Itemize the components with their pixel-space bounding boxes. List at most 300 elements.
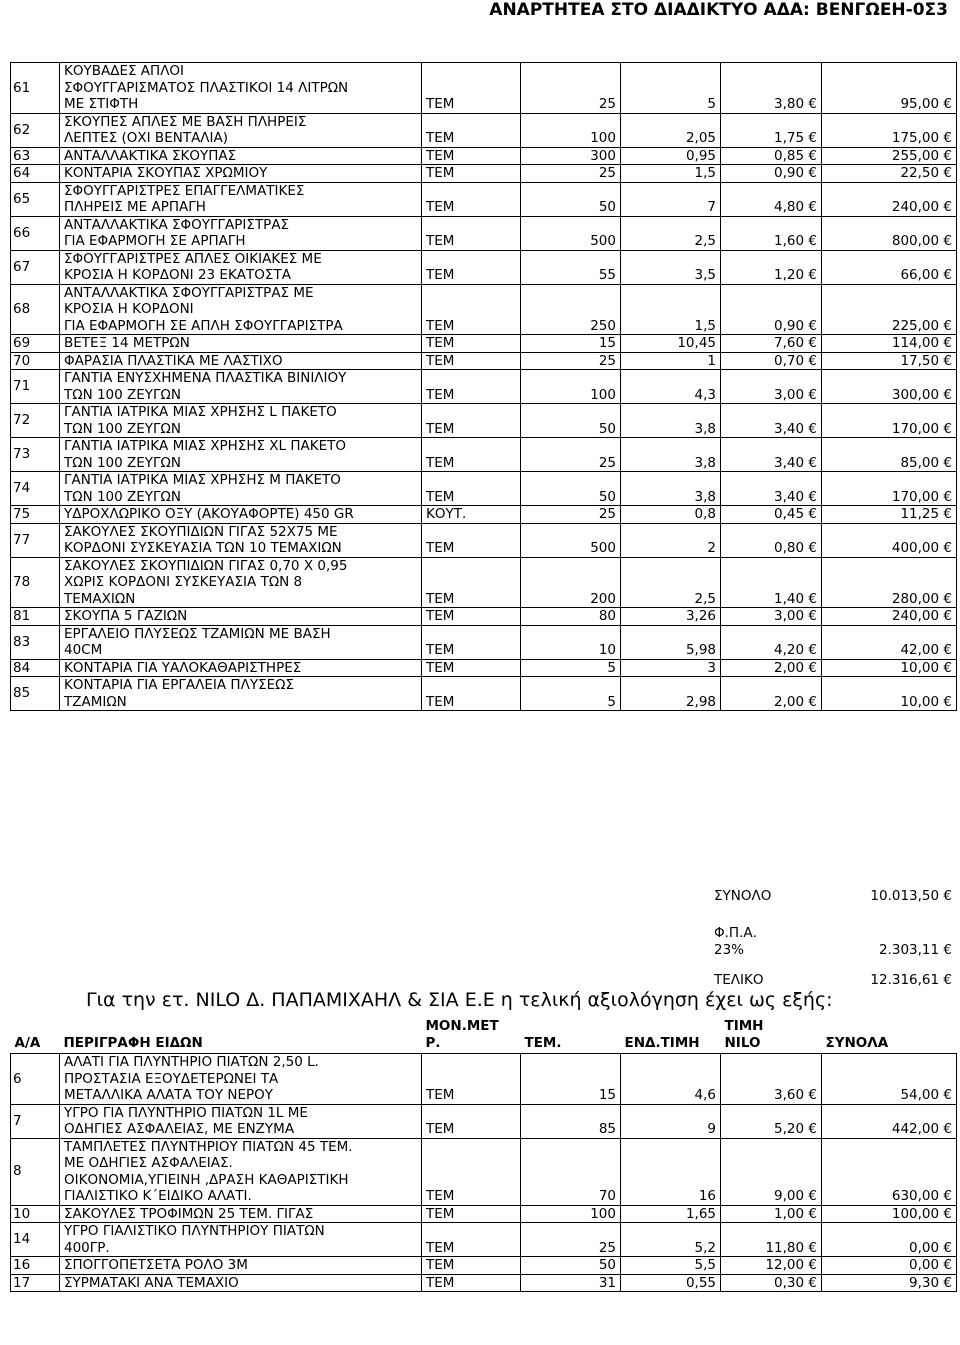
item-unit: ΤΕΜ (422, 250, 521, 284)
page-header: ΑΝΑΡΤΗΤΕΑ ΣΤΟ ΔΙΑΔΙΚΤΥΟ ΑΔΑ: ΒΕΝΓΩΕΗ-0Σ3 (489, 0, 948, 20)
item-total-value: 9,30 (909, 1274, 940, 1291)
item-total-value: 22,50 (900, 165, 940, 181)
item-unit-price-value: 11,80 (765, 1239, 805, 1256)
item-unit: ΤΕΜ (422, 438, 521, 472)
item-description: ΣΥΡΜΑΤΑΚΙ ΑΝΑ ΤΕΜΑΧΙΟ (60, 1274, 422, 1292)
item-unit-price (721, 1257, 822, 1275)
item-number: 85 (11, 677, 60, 711)
item-indicative-price: 3 (621, 659, 721, 677)
item-unit: ΤΕΜ (422, 182, 521, 216)
euro-sign: € (939, 165, 952, 181)
item-description: ΥΓΡΟ ΓΙΑ ΠΛΥΝΤΗΡΙΟ ΠΙΑΤΩΝ 1L ΜΕ ΟΔΗΓΙΕΣ ΑΣΦΑΛΕΙΑΣ, ΜΕ ΕΝΖΥΜΑ (60, 1104, 422, 1138)
item-unit: ΤΕΜ (422, 404, 521, 438)
item-number: 61 (11, 63, 60, 114)
euro-sign: € (939, 96, 952, 112)
item-unit-price (721, 523, 822, 557)
item-total (822, 147, 957, 165)
item-total (822, 1257, 957, 1275)
item-unit: ΤΕΜ (422, 677, 521, 711)
item-quantity: 25 (521, 165, 621, 183)
item-number: 6 (11, 1054, 60, 1105)
euro-sign: € (939, 317, 952, 334)
item-description: ΥΔΡΟΧΛΩΡΙΚΟ ΟΞΥ (ΑΚΟΥΑΦΟΡΤΕ) 450 GR (60, 506, 422, 524)
item-unit-price-value: 3,80 (774, 96, 805, 112)
item-total (822, 677, 957, 711)
item-total-value: 170,00 (891, 420, 940, 437)
table-row (11, 147, 957, 165)
item-unit-price-value: 0,45 (774, 506, 805, 522)
item-total (822, 284, 957, 335)
item-total-value: 11,25 (900, 506, 940, 522)
euro-sign: € (804, 608, 817, 624)
item-total-value: 630,00 (891, 1188, 940, 1204)
item-unit: ΤΕΜ (422, 1138, 521, 1205)
euro-sign: € (804, 1239, 817, 1256)
item-total-value: 10,00 (900, 659, 940, 676)
item-quantity: 50 (521, 404, 621, 438)
euro-sign: € (804, 386, 817, 403)
item-unit-price (721, 404, 822, 438)
table-row (11, 625, 957, 659)
item-total (822, 335, 957, 353)
table-header-row (11, 1018, 957, 1054)
item-total (822, 250, 957, 284)
table-row (11, 659, 957, 677)
item-unit-price-value: 0,70 (774, 352, 805, 369)
euro-sign: € (939, 693, 952, 710)
table-row (11, 608, 957, 626)
item-quantity: 500 (521, 523, 621, 557)
table-row (11, 1054, 957, 1105)
euro-sign: € (939, 608, 952, 624)
item-unit-price-value: 3,40 (774, 420, 805, 437)
euro-sign: € (804, 506, 817, 522)
items-table (10, 62, 957, 711)
column-header: ΜΟΝ.ΜΕΤ Ρ. (425, 1018, 499, 1051)
item-number: 67 (11, 250, 60, 284)
table-row (11, 557, 957, 608)
euro-sign: € (804, 488, 817, 505)
euro-sign: € (804, 199, 817, 215)
item-unit: ΤΕΜ (422, 147, 521, 165)
item-unit: ΤΕΜ (422, 625, 521, 659)
item-indicative-price: 2 (621, 523, 721, 557)
euro-sign: € (939, 1257, 952, 1273)
evaluation-table (10, 1018, 957, 1292)
item-number: 10 (11, 1205, 60, 1223)
item-indicative-price: 4,3 (621, 370, 721, 404)
euro-sign: € (939, 540, 952, 556)
euro-sign: € (939, 488, 952, 505)
table-row (11, 284, 957, 335)
item-indicative-price: 3,26 (621, 608, 721, 626)
euro-sign: € (804, 352, 817, 369)
item-unit-price-value: 0,90 (774, 165, 805, 181)
total-label: ΣΥΝΟΛΟ (714, 887, 772, 904)
item-total (822, 1205, 957, 1223)
item-number: 66 (11, 216, 60, 250)
column-header: Α/Α (14, 1034, 41, 1051)
item-indicative-price: 1,65 (621, 1205, 721, 1223)
item-number: 77 (11, 523, 60, 557)
total-value (820, 904, 956, 958)
euro-sign: € (804, 590, 817, 607)
item-description: ΑΝΤΑΛΛΑΚΤΙΚΑ ΣΦΟΥΓΓΑΡΙΣΤΡΑΣ ΜΕ ΚΡΟΣΙΑ Η ΚΟΡΔΟΝΙ ΓΙΑ ΕΦΑΡΜΟΓΗ ΣΕ ΑΠΛΗ ΣΦΟΥΓΓΑΡΙΣΤΡΑ (60, 284, 422, 335)
item-quantity: 250 (521, 284, 621, 335)
euro-sign: € (939, 941, 952, 958)
item-unit-price-value: 3,40 (774, 454, 805, 471)
euro-sign: € (939, 1188, 952, 1204)
item-total-value: 175,00 (891, 130, 940, 146)
euro-sign: € (939, 386, 952, 403)
item-number: 63 (11, 147, 60, 165)
item-total (822, 1104, 957, 1138)
item-number: 64 (11, 165, 60, 183)
item-quantity: 25 (521, 438, 621, 472)
euro-sign: € (804, 317, 817, 334)
item-number: 16 (11, 1257, 60, 1275)
euro-sign: € (804, 165, 817, 181)
item-unit-price (721, 557, 822, 608)
item-quantity: 100 (521, 370, 621, 404)
item-number: 68 (11, 284, 60, 335)
table-row (11, 1104, 957, 1138)
euro-sign: € (939, 1121, 952, 1137)
table-row (11, 1205, 957, 1223)
item-description: ΣΑΚΟΥΛΕΣ ΣΚΟΥΠΙΔΙΩΝ ΓΙΓΑΣ 0,70 Χ 0,95 ΧΩΡΙΣ ΚΟΡΔΟΝΙ ΣΥΣΚΕΥΑΣΙΑ ΤΩΝ 8 ΤΕΜΑΧΙΩΝ (60, 557, 422, 608)
item-unit: ΤΕΜ (422, 523, 521, 557)
item-indicative-price: 7 (621, 182, 721, 216)
item-indicative-price: 1 (621, 352, 721, 370)
euro-sign: € (939, 1274, 952, 1291)
euro-sign: € (804, 454, 817, 471)
item-number: 65 (11, 182, 60, 216)
item-total (822, 1054, 957, 1105)
item-description: ΣΑΚΟΥΛΕΣ ΣΚΟΥΠΙΔΙΩΝ ΓΙΓΑΣ 52Χ75 ΜΕ ΚΟΡΔΟΝΙ ΣΥΣΚΕΥΑΣΙΑ ΤΩΝ 10 ΤΕΜΑΧΙΩΝ (60, 523, 422, 557)
item-unit-price (721, 182, 822, 216)
item-quantity: 10 (521, 625, 621, 659)
item-number: 62 (11, 113, 60, 147)
euro-sign: € (804, 642, 817, 658)
item-unit-price-value: 2,00 (774, 693, 805, 710)
column-header: ΤΕΜ. (524, 1034, 562, 1051)
item-total (822, 659, 957, 677)
item-total (822, 352, 957, 370)
item-total-value: 400,00 (891, 540, 940, 556)
table-row (11, 216, 957, 250)
item-unit: ΤΕΜ (422, 216, 521, 250)
item-unit-price (721, 608, 822, 626)
item-unit: ΚΟΥΤ. (422, 506, 521, 524)
item-unit-price-value: 3,00 (774, 608, 805, 624)
item-description: ΚΟΝΤΑΡΙΑ ΓΙΑ ΕΡΓΑΛΕΙΑ ΠΛΥΣΕΩΣ ΤΖΑΜΙΩΝ (60, 677, 422, 711)
item-quantity: 50 (521, 1257, 621, 1275)
item-quantity: 25 (521, 63, 621, 114)
item-unit-price (721, 1223, 822, 1257)
item-number: 84 (11, 659, 60, 677)
euro-sign: € (804, 1274, 817, 1291)
euro-sign: € (939, 454, 952, 471)
item-total (822, 113, 957, 147)
item-unit-price-value: 1,75 (774, 130, 805, 146)
item-unit-price (721, 438, 822, 472)
item-total-value: 0,00 (909, 1257, 940, 1273)
item-description: ΤΑΜΠΛΕΤΕΣ ΠΛΥΝΤΗΡΙΟΥ ΠΙΑΤΩΝ 45 ΤΕΜ. ΜΕ ΟΔΗΓΙΕΣ ΑΣΦΑΛΕΙΑΣ. ΟΙΚΟΝΟΜΙΑ,ΥΓΙΕΙΝΗ ,ΔΡΑΣΗ ΚΑΘΑΡΙΣΤΙΚΗ ΓΙΑΛΙΣΤΙΚΟ Κ΄ΕΙΔΙΚΟ ΑΛΑΤΙ. (60, 1138, 422, 1205)
item-unit-price (721, 370, 822, 404)
item-description: ΣΑΚΟΥΛΕΣ ΤΡΟΦΙΜΩΝ 25 ΤΕΜ. ΓΙΓΑΣ (60, 1205, 422, 1223)
item-unit: ΤΕΜ (422, 659, 521, 677)
item-quantity: 100 (521, 1205, 621, 1223)
euro-sign: € (804, 130, 817, 146)
item-unit-price-value: 1,00 (774, 1205, 805, 1222)
euro-sign: € (939, 352, 952, 369)
item-number: 14 (11, 1223, 60, 1257)
item-description: ΑΛΑΤΙ ΓΙΑ ΠΛΥΝΤΗΡΙΟ ΠΙΑΤΩΝ 2,50 L. ΠΡΟΣΤΑΣΙΑ ΕΞΟΥΔΕΤΕΡΩΝΕΙ ΤΑ ΜΕΤΑΛΛΙΚΑ ΑΛΑΤΑ ΤΟΥ ΝΕΡΟΥ (60, 1054, 422, 1105)
item-unit-price-value: 3,40 (774, 488, 805, 505)
item-number: 83 (11, 625, 60, 659)
item-unit-price-value: 0,85 (774, 147, 805, 164)
item-indicative-price: 3,5 (621, 250, 721, 284)
item-indicative-price: 16 (621, 1138, 721, 1205)
item-unit-price (721, 165, 822, 183)
item-total (822, 63, 957, 114)
item-number: 71 (11, 370, 60, 404)
item-indicative-price: 5 (621, 63, 721, 114)
table-row (11, 472, 957, 506)
item-indicative-price: 1,5 (621, 284, 721, 335)
euro-sign: € (804, 1257, 817, 1273)
column-header: ΣΥΝΟΛΑ (825, 1034, 889, 1051)
item-indicative-price: 2,5 (621, 216, 721, 250)
item-indicative-price: 0,95 (621, 147, 721, 165)
item-description: ΒΕΤΕΞ 14 ΜΕΤΡΩΝ (60, 335, 422, 353)
item-unit-price-value: 4,80 (774, 199, 805, 215)
item-unit-price (721, 506, 822, 524)
item-unit-price-value: 7,60 (774, 335, 805, 351)
euro-sign: € (804, 147, 817, 164)
item-quantity: 300 (521, 147, 621, 165)
euro-sign: € (804, 267, 817, 283)
item-quantity: 85 (521, 1104, 621, 1138)
item-unit: ΤΕΜ (422, 1205, 521, 1223)
item-total-value: 240,00 (891, 199, 940, 215)
item-unit: ΤΕΜ (422, 63, 521, 114)
table-row (11, 1138, 957, 1205)
euro-sign: € (939, 1205, 952, 1222)
euro-sign: € (939, 335, 952, 351)
item-indicative-price: 2,05 (621, 113, 721, 147)
table-row (11, 404, 957, 438)
item-unit-price-value: 1,60 (774, 233, 805, 249)
item-quantity: 25 (521, 506, 621, 524)
item-total-value: 66,00 (900, 267, 940, 283)
column-header: ΠΕΡΙΓΡΑΦΗ ΕΙΔΩΝ (63, 1034, 203, 1051)
euro-sign: € (804, 335, 817, 351)
item-unit-price-value: 9,00 (774, 1188, 805, 1204)
item-total (822, 523, 957, 557)
item-total-value: 170,00 (891, 488, 940, 505)
totals-table (710, 874, 956, 988)
table-row (11, 335, 957, 353)
item-number: 7 (11, 1104, 60, 1138)
euro-sign: € (804, 1087, 817, 1103)
total-label: Φ.Π.Α. 23% (714, 925, 757, 958)
item-unit-price-value: 0,30 (774, 1274, 805, 1291)
item-quantity: 55 (521, 250, 621, 284)
item-unit: ΤΕΜ (422, 1054, 521, 1105)
item-description: ΚΟΝΤΑΡΙΑ ΣΚΟΥΠΑΣ ΧΡΩΜΙΟΥ (60, 165, 422, 183)
item-unit-price (721, 625, 822, 659)
item-total (822, 165, 957, 183)
item-total-value: 85,00 (900, 454, 940, 471)
table-row (11, 523, 957, 557)
euro-sign: € (939, 506, 952, 522)
table-row (11, 438, 957, 472)
item-description: ΣΦΟΥΓΓΑΡΙΣΤΡΕΣ ΑΠΛΕΣ ΟΙΚΙΑΚΕΣ ΜΕ ΚΡΟΣΙΑ Η ΚΟΡΔΟΝΙ 23 ΕΚΑΤΟΣΤΑ (60, 250, 422, 284)
item-total-value: 240,00 (891, 608, 940, 624)
euro-sign: € (939, 1239, 952, 1256)
item-quantity: 31 (521, 1274, 621, 1292)
item-indicative-price: 3,8 (621, 438, 721, 472)
item-total (822, 370, 957, 404)
item-unit-price-value: 12,00 (765, 1257, 805, 1273)
item-total-value: 800,00 (891, 233, 940, 249)
item-description: ΑΝΤΑΛΛΑΚΤΙΚΑ ΣΦΟΥΓΓΑΡΙΣΤΡΑΣ ΓΙΑ ΕΦΑΡΜΟΓΗ ΣΕ ΑΡΠΑΓΗ (60, 216, 422, 250)
item-unit-price (721, 352, 822, 370)
item-total-value: 114,00 (891, 335, 940, 351)
item-unit-price (721, 1138, 822, 1205)
item-quantity: 5 (521, 677, 621, 711)
item-unit-price (721, 284, 822, 335)
item-indicative-price: 3,8 (621, 472, 721, 506)
euro-sign: € (939, 130, 952, 146)
evaluation-note: Για την ετ. NILO Δ. ΠΑΠΑΜΙΧΑΗΛ & ΣΙΑ Ε.Ε η τελική αξιολόγηση έχει ως εξής: (86, 989, 833, 1011)
item-number: 73 (11, 438, 60, 472)
item-total (822, 506, 957, 524)
item-total-value: 54,00 (900, 1087, 940, 1103)
item-number: 75 (11, 506, 60, 524)
item-unit: ΤΕΜ (422, 370, 521, 404)
table-row (11, 182, 957, 216)
item-indicative-price: 0,8 (621, 506, 721, 524)
euro-sign: € (939, 147, 952, 164)
item-unit-price (721, 63, 822, 114)
item-quantity: 100 (521, 113, 621, 147)
item-unit-price (721, 147, 822, 165)
item-total (822, 625, 957, 659)
item-total-value: 442,00 (891, 1121, 940, 1137)
item-unit: ΤΕΜ (422, 1104, 521, 1138)
item-number: 8 (11, 1138, 60, 1205)
item-unit-price (721, 677, 822, 711)
table-row (11, 352, 957, 370)
item-number: 69 (11, 335, 60, 353)
item-unit-price (721, 659, 822, 677)
item-quantity: 25 (521, 1223, 621, 1257)
item-unit-price (721, 1274, 822, 1292)
euro-sign: € (804, 233, 817, 249)
item-total-value: 0,00 (909, 1239, 940, 1256)
item-description: ΣΠΟΓΓΟΠΕΤΣΕΤΑ ΡΟΛΟ 3Μ (60, 1257, 422, 1275)
item-unit-price (721, 250, 822, 284)
item-description: ΣΚΟΥΠΕΣ ΑΠΛΕΣ ΜΕ ΒΑΣΗ ΠΛΗΡΕΙΣ ΛΕΠΤΕΣ (ΟΧΙ ΒΕΝΤΑΛΙΑ) (60, 113, 422, 147)
total-value (820, 958, 956, 988)
item-unit: ΤΕΜ (422, 352, 521, 370)
item-total (822, 557, 957, 608)
item-description: ΚΟΝΤΑΡΙΑ ΓΙΑ ΥΑΛΟΚΑΘΑΡΙΣΤΗΡΕΣ (60, 659, 422, 677)
table-row (11, 1257, 957, 1275)
euro-sign: € (804, 420, 817, 437)
item-quantity: 15 (521, 1054, 621, 1105)
total-label: ΤΕΛΙΚΟ (714, 971, 764, 988)
item-indicative-price: 10,45 (621, 335, 721, 353)
table-row (11, 1274, 957, 1292)
item-unit-price-value: 3,00 (774, 386, 805, 403)
table-row (11, 63, 957, 114)
euro-sign: € (804, 1188, 817, 1204)
item-description: ΣΚΟΥΠΑ 5 ΓΑΖΙΩΝ (60, 608, 422, 626)
euro-sign: € (939, 971, 952, 988)
item-unit-price (721, 1104, 822, 1138)
item-indicative-price: 2,5 (621, 557, 721, 608)
item-unit-price-value: 1,20 (774, 267, 805, 283)
item-quantity: 50 (521, 182, 621, 216)
item-indicative-price: 1,5 (621, 165, 721, 183)
item-description: ΥΓΡΟ ΓΙΑΛΙΣΤΙΚΟ ΠΛΥΝΤΗΡΙΟΥ ΠΙΑΤΩΝ 400ΓΡ. (60, 1223, 422, 1257)
item-indicative-price: 5,2 (621, 1223, 721, 1257)
euro-sign: € (939, 887, 952, 904)
item-unit-price-value: 0,90 (774, 317, 805, 334)
item-number: 81 (11, 608, 60, 626)
total-value (820, 874, 956, 904)
item-number: 72 (11, 404, 60, 438)
item-number: 78 (11, 557, 60, 608)
table-row (11, 1223, 957, 1257)
item-total-value: 100,00 (891, 1205, 940, 1222)
item-unit: ΤΕΜ (422, 335, 521, 353)
euro-sign: € (804, 693, 817, 710)
item-indicative-price: 5,5 (621, 1257, 721, 1275)
total-row (710, 958, 956, 988)
item-total (822, 1223, 957, 1257)
total-value-value: 10.013,50 (870, 887, 940, 904)
item-total-value: 95,00 (900, 96, 940, 112)
table-row (11, 370, 957, 404)
item-unit-price (721, 1205, 822, 1223)
euro-sign: € (939, 590, 952, 607)
item-indicative-price: 3,8 (621, 404, 721, 438)
item-unit: ΤΕΜ (422, 284, 521, 335)
item-total-value: 225,00 (891, 317, 940, 334)
item-unit-price (721, 216, 822, 250)
item-total-value: 42,00 (900, 642, 940, 658)
item-indicative-price: 2,98 (621, 677, 721, 711)
total-row (710, 904, 956, 958)
total-value-value: 2.303,11 (878, 941, 940, 958)
euro-sign: € (804, 659, 817, 676)
euro-sign: € (939, 420, 952, 437)
item-unit-price-value: 1,40 (774, 590, 805, 607)
item-unit: ΤΕΜ (422, 472, 521, 506)
item-description: ΦΑΡΑΣΙΑ ΠΛΑΣΤΙΚΑ ΜΕ ΛΑΣΤΙΧΟ (60, 352, 422, 370)
euro-sign: € (939, 199, 952, 215)
item-description: ΓΑΝΤΙΑ ΙΑΤΡΙΚΑ ΜΙΑΣ ΧΡΗΣΗΣ L ΠΑΚΕΤΟ ΤΩΝ 100 ΖΕΥΓΩΝ (60, 404, 422, 438)
item-unit-price (721, 335, 822, 353)
item-description: ΚΟΥΒΑΔΕΣ ΑΠΛΟΙ ΣΦΟΥΓΓΑΡΙΣΜΑΤΟΣ ΠΛΑΣΤΙΚΟΙ 14 ΛΙΤΡΩΝ ΜΕ ΣΤΙΦΤΗ (60, 63, 422, 114)
table-row (11, 113, 957, 147)
item-quantity: 80 (521, 608, 621, 626)
item-number: 17 (11, 1274, 60, 1292)
